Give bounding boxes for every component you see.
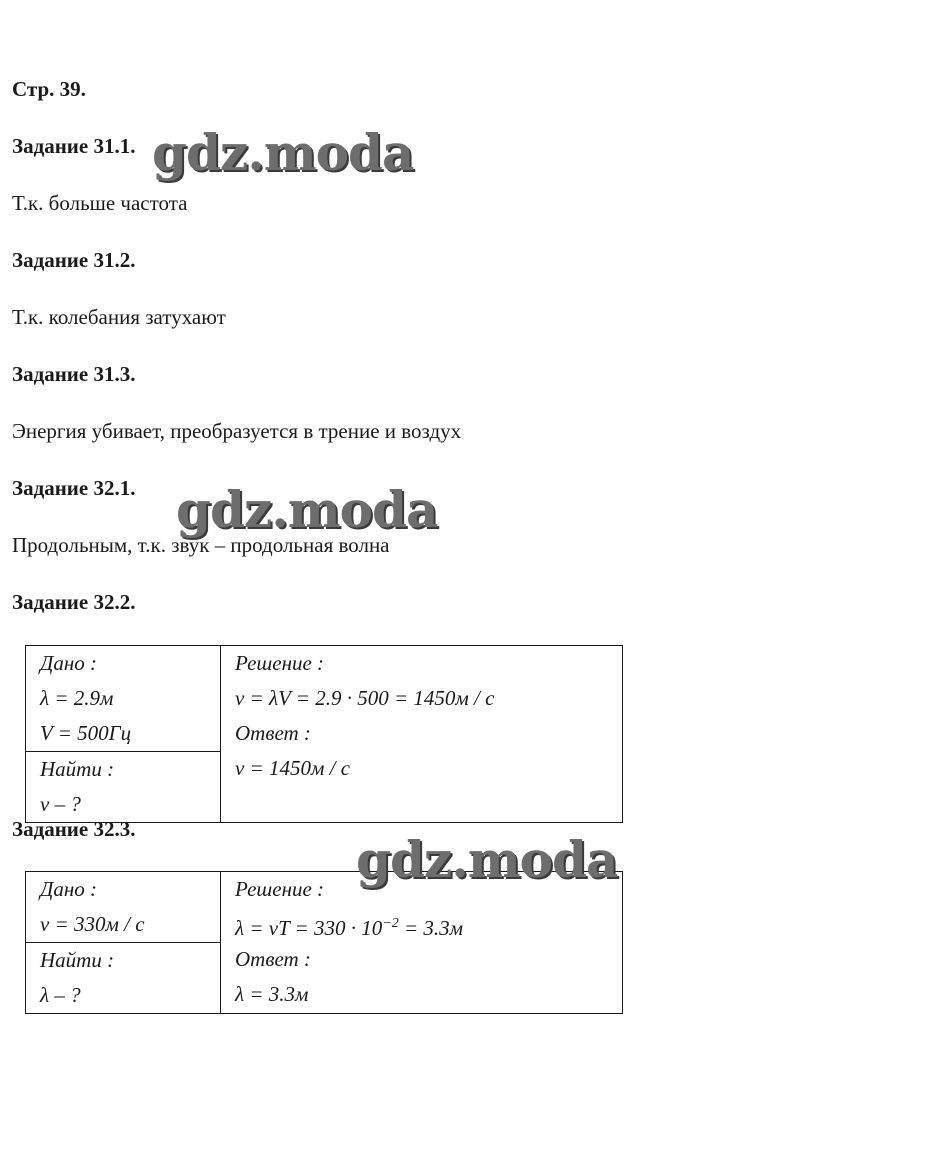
find-label: Найти :	[40, 948, 115, 972]
find-label: Найти :	[40, 757, 115, 781]
solution-formula-main: λ = vT = 330 · 10	[235, 916, 383, 940]
watermark-logo: gdz.moda	[152, 123, 414, 182]
solution-formula-result: = 3.3м	[398, 916, 464, 940]
page-title: Стр. 39.	[12, 77, 86, 101]
solution-cell	[221, 646, 623, 823]
solution-label: Решение :	[235, 651, 325, 675]
find-value: λ – ?	[40, 983, 81, 1007]
task-answer-31-2: Т.к. колебания затухают	[12, 305, 226, 329]
given-label: Дано :	[40, 651, 98, 675]
task-title-31-2: Задание 31.2.	[12, 248, 136, 272]
task-title-31-1: Задание 31.1.	[12, 134, 136, 158]
given-label: Дано :	[40, 877, 98, 901]
task-title-32-1: Задание 32.1.	[12, 476, 136, 500]
task-title-32-2: Задание 32.2.	[12, 590, 136, 614]
answer-label: Ответ :	[235, 947, 311, 971]
answer-value: λ = 3.3м	[235, 982, 309, 1006]
answer-label: Ответ :	[235, 721, 311, 745]
task-answer-31-3: Энергия убивает, преобразуется в трение и воздух	[12, 419, 462, 443]
task-title-31-3: Задание 31.3.	[12, 362, 136, 386]
solution-formula-exponent: −2	[382, 916, 399, 931]
solution-cell	[221, 872, 623, 1014]
solution-formula	[235, 907, 622, 942]
task-answer-32-1: Продольным, т.к. звук – продольная волна	[12, 533, 390, 557]
find-cell	[26, 943, 221, 1014]
solution-table-32-2	[25, 645, 623, 823]
watermark-logo: gdz.moda	[356, 830, 618, 889]
given-cell	[26, 646, 221, 752]
given-cell	[26, 872, 221, 943]
given-value: v = 330м / с	[40, 912, 145, 936]
watermark-logo: gdz.moda	[176, 480, 438, 539]
answer-value: v = 1450м / с	[235, 756, 351, 780]
task-answer-31-1: Т.к. больше частота	[12, 191, 188, 215]
solution-label: Решение :	[235, 877, 325, 901]
given-value: λ = 2.9м	[40, 686, 114, 710]
find-value: v – ?	[40, 792, 81, 816]
find-cell	[26, 752, 221, 823]
task-title-32-3: Задание 32.3.	[12, 817, 136, 841]
solution-table-32-3	[25, 871, 623, 1014]
solution-formula: v = λV = 2.9 · 500 = 1450м / с	[235, 686, 495, 710]
given-value: V = 500Гц	[40, 721, 132, 745]
